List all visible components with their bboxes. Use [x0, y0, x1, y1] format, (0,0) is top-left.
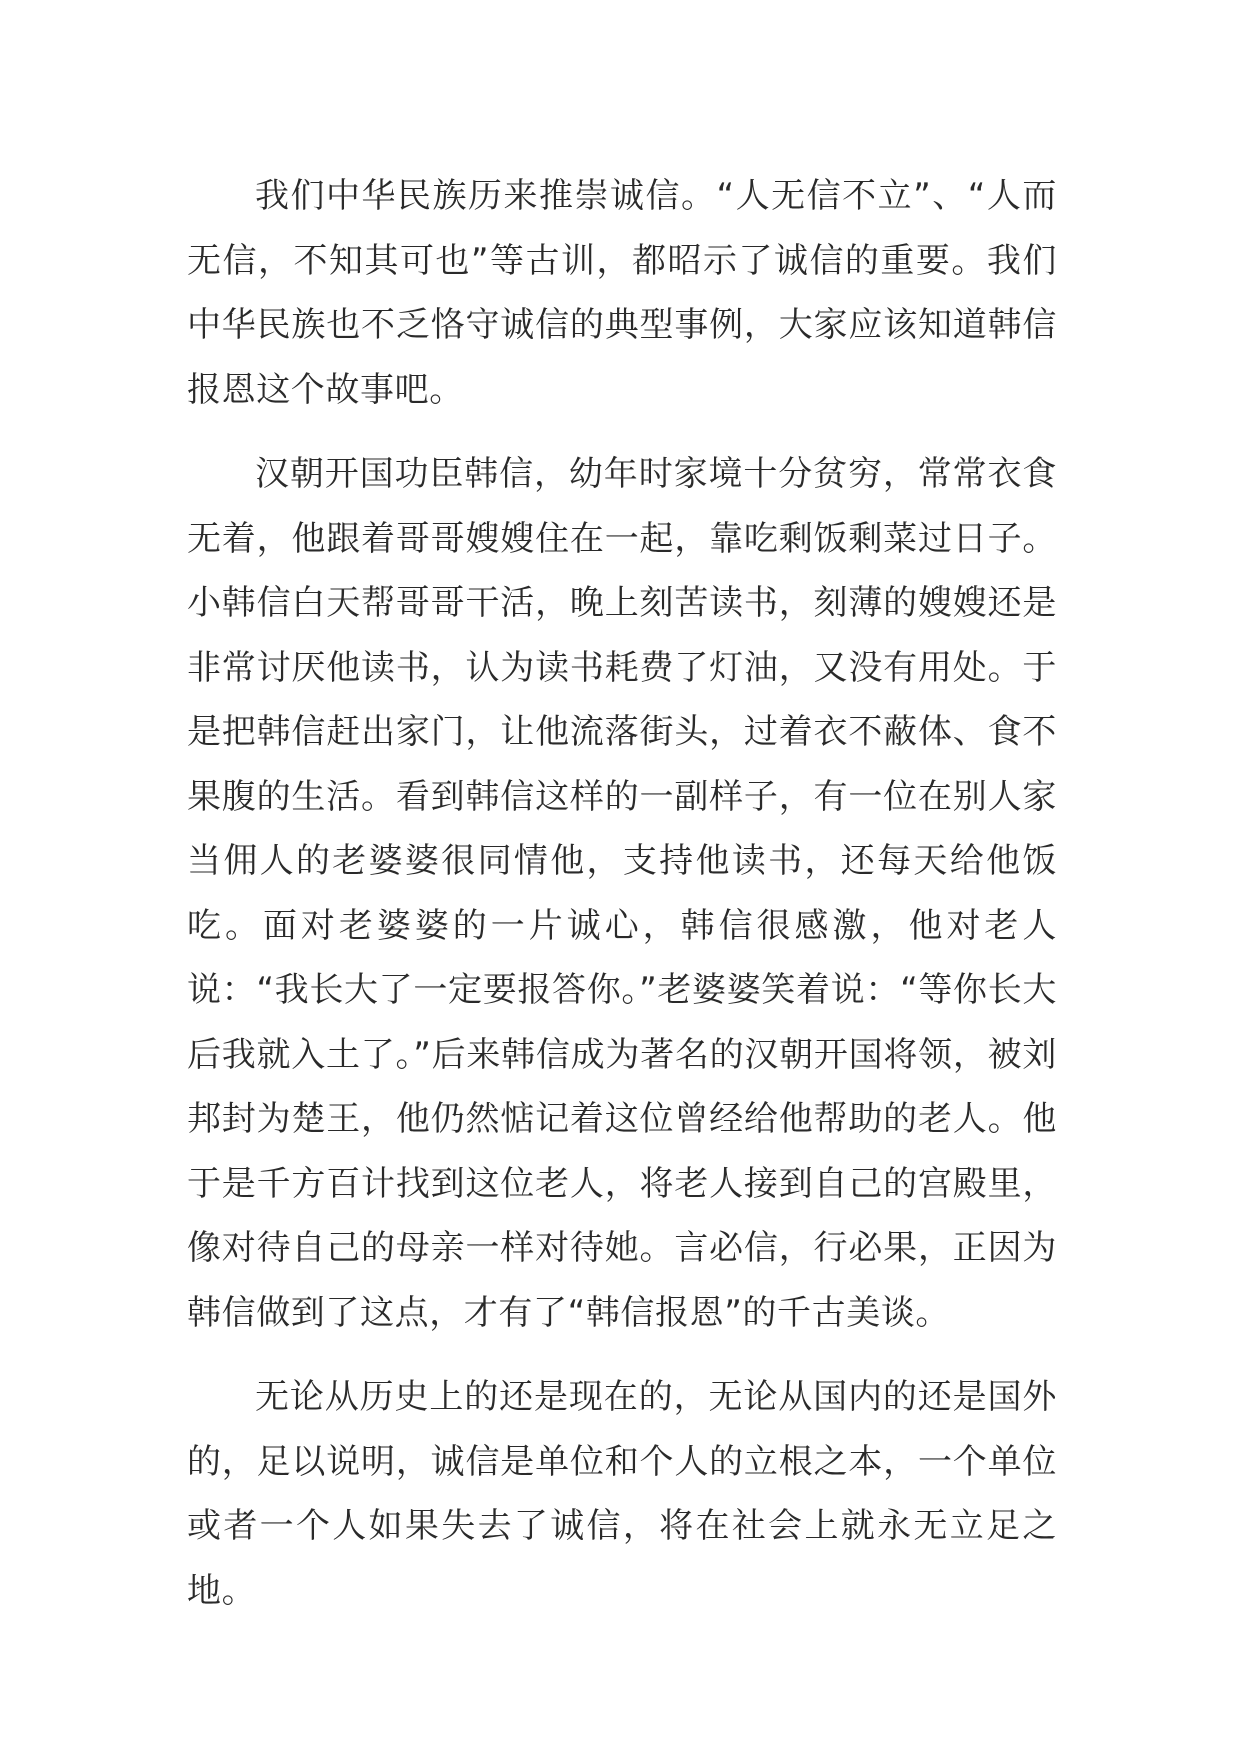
paragraph-3: 无论从历史上的还是现在的，无论从国内的还是国外的，足以说明，诚信是单位和个人的立根之本，一个单位或者一个人如果失去了诚信，将在社会上就永无立足之地。	[187, 1377, 1057, 1611]
paragraph-1: 我们中华民族历来推崇诚信。“人无信不立”、“人而无信，不知其可也”等古训，都昭示了诚信的重要。我们中华民族也不乏恪守诚信的典型事例，大家应该知道韩信报恩这个故事吧。	[187, 176, 1057, 410]
document-body	[187, 164, 1057, 1643]
paragraph-2: 汉朝开国功臣韩信，幼年时家境十分贫穷，常常衣食无着，他跟着哥哥嫂嫂住在一起，靠吃剩饭剩菜过日子。小韩信白天帮哥哥干活，晚上刻苦读书，刻薄的嫂嫂还是非常讨厌他读书，认为读书耗费了灯油，又没有用处。于是把韩信赶出家门，让他流落街头，过着衣不蔽体、食不果腹的生活。看到韩信这样的一副样子，有一位在别人家当佣人的老婆婆很同情他，支持他读书，还每天给他饭吃。面对老婆婆的一片诚心，韩信很感激，他对老人说：“我长大了一定要报答你。”老婆婆笑着说：“等你长大后我就入土了。”后来韩信成为著名的汉朝开国将领，被刘邦封为楚王，他仍然惦记着这位曾经给他帮助的老人。他于是千方百计找到这位老人，将老人接到自己的宫殿里，像对待自己的母亲一样对待她。言必信，行必果，正因为韩信做到了这点，才有了“韩信报恩”的千古美谈。	[187, 454, 1057, 1333]
